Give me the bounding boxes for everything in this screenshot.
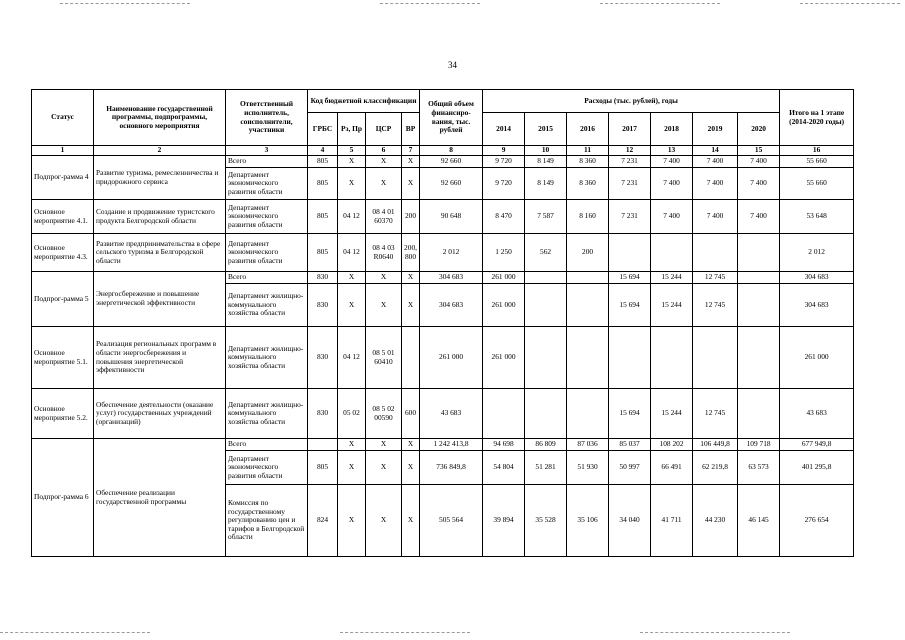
row-status: Подпрог-рамма 6 [32, 439, 94, 557]
header-csr: ЦСР [366, 113, 402, 146]
cell-year: 15 694 [609, 272, 651, 284]
cell-year: 9 720 [483, 156, 525, 168]
cell-year [567, 389, 609, 439]
cell-year: 1 250 [483, 234, 525, 272]
cell-vr: 200, 800 [402, 234, 420, 272]
cell-year: 8 149 [525, 156, 567, 168]
row-name: Реализация региональных программ в области энергосбережения и повышения энергетической эффективности [94, 327, 226, 389]
cell-total: 43 683 [420, 389, 483, 439]
header-vr: ВР [402, 113, 420, 146]
cell-year [651, 327, 693, 389]
cell-year [609, 234, 651, 272]
cell-itogo: 43 683 [780, 389, 854, 439]
header-status: Статус [32, 90, 94, 146]
cell-year: 63 573 [738, 451, 780, 485]
cell-vr: X [402, 156, 420, 168]
cell-grbs: 805 [308, 234, 338, 272]
row-executor: Всего [226, 272, 308, 284]
header-rzpr: Рз, Пр [338, 113, 366, 146]
column-number: 11 [567, 146, 609, 156]
column-number: 8 [420, 146, 483, 156]
cell-rzpr: 04 12 [338, 200, 366, 234]
column-number: 16 [780, 146, 854, 156]
cell-year: 15 244 [651, 284, 693, 327]
cell-year: 66 491 [651, 451, 693, 485]
cell-year [567, 327, 609, 389]
cell-csr: X [366, 168, 402, 200]
row-executor: Комиссия по государственному регулированию цен и тарифов в Белгородской области [226, 485, 308, 557]
cell-total: 2 012 [420, 234, 483, 272]
cell-year: 35 528 [525, 485, 567, 557]
row-name: Энергосбережение и повышение энергетической эффективности [94, 272, 226, 327]
cell-itogo: 55 660 [780, 168, 854, 200]
cell-year: 35 106 [567, 485, 609, 557]
row-status: Основное мероприятие 4.3. [32, 234, 94, 272]
row-executor: Департамент жилищно-коммунального хозяйства области [226, 389, 308, 439]
column-number: 7 [402, 146, 420, 156]
cell-csr: X [366, 272, 402, 284]
cell-year: 54 804 [483, 451, 525, 485]
cell-itogo: 276 654 [780, 485, 854, 557]
header-executor: Ответственный исполнитель, соисполнители, участники [226, 90, 308, 146]
cell-year: 85 037 [609, 439, 651, 451]
table-row [32, 439, 854, 451]
bottom-scan-edge [340, 632, 470, 633]
cell-year [738, 327, 780, 389]
header-year: 2018 [651, 113, 693, 146]
cell-year [525, 389, 567, 439]
cell-year [483, 389, 525, 439]
cell-total: 1 242 413,8 [420, 439, 483, 451]
cell-grbs: 805 [308, 156, 338, 168]
cell-year [609, 327, 651, 389]
cell-year: 109 718 [738, 439, 780, 451]
cell-year: 7 400 [651, 168, 693, 200]
cell-itogo: 677 949,8 [780, 439, 854, 451]
table-row [32, 327, 854, 389]
cell-rzpr: 05 02 [338, 389, 366, 439]
column-number: 12 [609, 146, 651, 156]
cell-year: 44 230 [693, 485, 738, 557]
cell-vr [402, 327, 420, 389]
cell-year: 7 400 [738, 156, 780, 168]
cell-rzpr: X [338, 451, 366, 485]
cell-rzpr: 04 12 [338, 327, 366, 389]
cell-total: 261 000 [420, 327, 483, 389]
cell-csr: 08 4 01 60370 [366, 200, 402, 234]
cell-itogo: 261 000 [780, 327, 854, 389]
cell-year [525, 327, 567, 389]
cell-total: 304 683 [420, 272, 483, 284]
row-status: Основное мероприятие 5.1. [32, 327, 94, 389]
column-number: 3 [226, 146, 308, 156]
cell-grbs: 830 [308, 272, 338, 284]
cell-total: 92 660 [420, 168, 483, 200]
cell-total: 304 683 [420, 284, 483, 327]
column-number: 9 [483, 146, 525, 156]
row-executor: Департамент экономического развития области [226, 451, 308, 485]
cell-year: 108 202 [651, 439, 693, 451]
row-status: Подпрог-рамма 4 [32, 156, 94, 200]
cell-year: 15 244 [651, 272, 693, 284]
cell-year: 39 894 [483, 485, 525, 557]
cell-itogo: 53 648 [780, 200, 854, 234]
table-row [32, 156, 854, 168]
cell-rzpr: X [338, 272, 366, 284]
top-scan-edge [380, 3, 480, 4]
cell-year: 7 400 [651, 156, 693, 168]
cell-year [738, 389, 780, 439]
cell-year [738, 284, 780, 327]
row-name: Развитие туризма, ремесленничества и придорожного сервиса [94, 156, 226, 200]
cell-year: 8 360 [567, 168, 609, 200]
cell-vr: X [402, 439, 420, 451]
cell-year: 94 698 [483, 439, 525, 451]
cell-grbs: 805 [308, 168, 338, 200]
table-row [32, 200, 854, 234]
bottom-scan-edge [640, 632, 790, 633]
cell-year [738, 234, 780, 272]
row-executor: Департамент экономического развития области [226, 168, 308, 200]
cell-year [525, 284, 567, 327]
column-number: 14 [693, 146, 738, 156]
cell-grbs: 830 [308, 327, 338, 389]
top-scan-edge [60, 3, 190, 4]
cell-year: 7 231 [609, 200, 651, 234]
cell-vr: 200 [402, 200, 420, 234]
cell-year: 15 244 [651, 389, 693, 439]
header-grbs: ГРБС [308, 113, 338, 146]
cell-itogo: 2 012 [780, 234, 854, 272]
row-executor: Всего [226, 439, 308, 451]
cell-vr: 600 [402, 389, 420, 439]
cell-csr: X [366, 451, 402, 485]
page-number: 34 [448, 60, 457, 70]
row-name: Обеспечение деятельности (оказание услуг) государственных учреждений (организаций) [94, 389, 226, 439]
table-row [32, 389, 854, 439]
cell-total: 736 849,8 [420, 451, 483, 485]
header-name: Наименование государственной программы, подпрограммы, основного мероприятия [94, 90, 226, 146]
cell-year [693, 234, 738, 272]
cell-year: 7 400 [693, 200, 738, 234]
row-status: Основное мероприятие 5.2. [32, 389, 94, 439]
header-total-volume: Общий объем финансиро-вания, тыс. рублей [420, 90, 483, 146]
cell-grbs: 805 [308, 200, 338, 234]
row-name: Развитие предпринимательства в сфере сельского туризма в Белгородской области [94, 234, 226, 272]
column-number: 15 [738, 146, 780, 156]
header-year: 2019 [693, 113, 738, 146]
header-year: 2015 [525, 113, 567, 146]
cell-year: 7 400 [738, 200, 780, 234]
header-year: 2016 [567, 113, 609, 146]
header-year: 2017 [609, 113, 651, 146]
cell-rzpr: X [338, 284, 366, 327]
cell-total: 92 660 [420, 156, 483, 168]
cell-year [651, 234, 693, 272]
row-executor: Департамент экономического развития области [226, 200, 308, 234]
cell-year: 51 281 [525, 451, 567, 485]
cell-total: 505 564 [420, 485, 483, 557]
column-number: 6 [366, 146, 402, 156]
column-number: 10 [525, 146, 567, 156]
cell-year: 51 930 [567, 451, 609, 485]
cell-csr: X [366, 439, 402, 451]
table-row [32, 272, 854, 284]
column-number: 5 [338, 146, 366, 156]
row-name: Обеспечение реализации государственной программы [94, 439, 226, 557]
cell-year: 15 694 [609, 284, 651, 327]
cell-year: 7 587 [525, 200, 567, 234]
cell-year: 261 000 [483, 272, 525, 284]
cell-grbs: 830 [308, 389, 338, 439]
cell-csr: 08 5 01 60410 [366, 327, 402, 389]
cell-year: 87 036 [567, 439, 609, 451]
row-name: Создание и продвижение туристского продукта Белгородской области [94, 200, 226, 234]
row-executor: Департамент жилищно-коммунального хозяйства области [226, 327, 308, 389]
column-number: 2 [94, 146, 226, 156]
table-row [32, 234, 854, 272]
cell-year: 7 231 [609, 156, 651, 168]
cell-year: 200 [567, 234, 609, 272]
cell-year: 34 040 [609, 485, 651, 557]
header-year: 2020 [738, 113, 780, 146]
cell-rzpr: X [338, 168, 366, 200]
cell-rzpr: 04 12 [338, 234, 366, 272]
column-number-row [32, 146, 854, 156]
row-status: Основное мероприятие 4.1. [32, 200, 94, 234]
cell-year: 106 449,8 [693, 439, 738, 451]
bottom-scan-edge [0, 632, 150, 633]
row-executor: Всего [226, 156, 308, 168]
cell-year: 8 360 [567, 156, 609, 168]
cell-year: 562 [525, 234, 567, 272]
cell-year: 8 470 [483, 200, 525, 234]
cell-year: 9 720 [483, 168, 525, 200]
row-executor: Департамент экономического развития области [226, 234, 308, 272]
cell-year: 86 809 [525, 439, 567, 451]
cell-year: 7 231 [609, 168, 651, 200]
cell-vr: X [402, 485, 420, 557]
cell-itogo: 401 295,8 [780, 451, 854, 485]
cell-year: 7 400 [738, 168, 780, 200]
cell-csr: X [366, 485, 402, 557]
cell-csr: X [366, 284, 402, 327]
top-scan-edge [600, 3, 720, 4]
cell-grbs: 824 [308, 485, 338, 557]
cell-year: 7 400 [693, 168, 738, 200]
cell-year: 8 149 [525, 168, 567, 200]
cell-total: 90 648 [420, 200, 483, 234]
cell-year [567, 272, 609, 284]
cell-vr: X [402, 272, 420, 284]
cell-csr: 08 4 03 R0640 [366, 234, 402, 272]
cell-year: 12 745 [693, 284, 738, 327]
cell-vr: X [402, 451, 420, 485]
header-budget-code: Код бюджетной классификации [308, 90, 420, 113]
cell-rzpr: X [338, 156, 366, 168]
cell-year: 7 400 [651, 200, 693, 234]
cell-year [693, 327, 738, 389]
cell-vr: X [402, 168, 420, 200]
cell-year: 50 997 [609, 451, 651, 485]
cell-year: 261 000 [483, 327, 525, 389]
cell-year [567, 284, 609, 327]
cell-itogo: 55 660 [780, 156, 854, 168]
cell-csr: 08 5 02 00590 [366, 389, 402, 439]
cell-itogo: 304 683 [780, 272, 854, 284]
column-number: 4 [308, 146, 338, 156]
cell-year [738, 272, 780, 284]
cell-year: 12 745 [693, 389, 738, 439]
cell-rzpr: X [338, 439, 366, 451]
cell-grbs: 805 [308, 451, 338, 485]
cell-year: 41 711 [651, 485, 693, 557]
column-number: 1 [32, 146, 94, 156]
cell-grbs: 830 [308, 284, 338, 327]
cell-csr: X [366, 156, 402, 168]
cell-year: 12 745 [693, 272, 738, 284]
cell-year: 46 145 [738, 485, 780, 557]
cell-year: 7 400 [693, 156, 738, 168]
cell-itogo: 304 683 [780, 284, 854, 327]
row-executor: Департамент жилищно-коммунального хозяйства области [226, 284, 308, 327]
column-number: 13 [651, 146, 693, 156]
cell-grbs [308, 439, 338, 451]
cell-year: 8 160 [567, 200, 609, 234]
budget-table [31, 89, 854, 557]
cell-year [525, 272, 567, 284]
cell-year: 15 694 [609, 389, 651, 439]
cell-year: 261 000 [483, 284, 525, 327]
header-year: 2014 [483, 113, 525, 146]
cell-year: 62 219,8 [693, 451, 738, 485]
header-total-stage: Итого на 1 этапе (2014-2020 годы) [780, 90, 854, 146]
top-scan-edge [800, 3, 900, 4]
header-expenses: Расходы (тыс. рублей), годы [483, 90, 780, 113]
row-status: Подпрог-рамма 5 [32, 272, 94, 327]
cell-rzpr: X [338, 485, 366, 557]
cell-vr: X [402, 284, 420, 327]
